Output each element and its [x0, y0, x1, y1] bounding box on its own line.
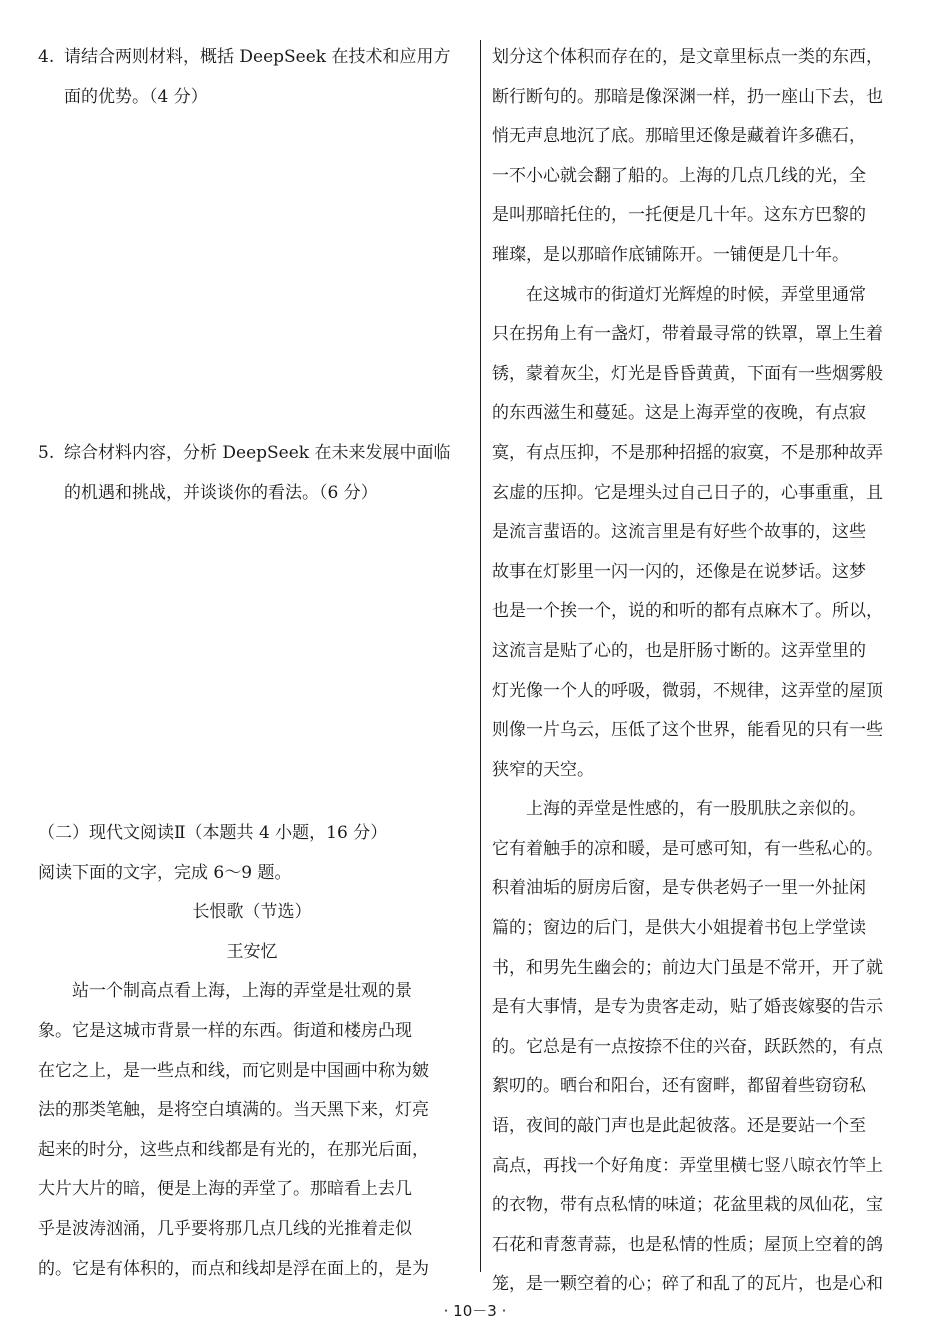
text-line: 它有着触手的凉和暖，是可感可知，有一些私心的。 — [492, 838, 883, 859]
text-line: 狭窄的天空。 — [492, 759, 594, 780]
question-5-text-cont: 的机遇和挑战，并谈谈你的看法。（6 分） — [64, 482, 378, 503]
question-5-text: 综合材料内容，分析 DeepSeek 在未来发展中面临 — [64, 443, 451, 463]
text-line: 的东西滋生和蔓延。这是上海弄堂的夜晚，有点寂 — [492, 403, 866, 424]
text-line: 这流言是贴了心的，也是肝肠寸断的。这弄堂里的 — [492, 640, 866, 661]
text-line: 只在拐角上有一盏灯，带着最寻常的铁罩，罩上生着 — [492, 324, 883, 345]
text-line: 法的那类笔触，是将空白填满的。当天黑下来，灯亮 — [38, 1100, 429, 1121]
text-line: 象。它是这城市背景一样的东西。街道和楼房凸现 — [38, 1020, 412, 1041]
column-divider — [480, 40, 481, 1272]
text-line: 在它之上，是一些点和线，而它则是中国画中称为皴 — [38, 1060, 429, 1081]
article-title: 长恨歌（节选） — [192, 902, 312, 923]
section-instruction: 阅读下面的文字，完成 6～9 题。 — [38, 862, 292, 883]
text-line: 上海的弄堂是性感的，有一股肌肤之亲似的。 — [526, 799, 866, 820]
question-4-number: 4. — [38, 47, 55, 67]
text-line: 站一个制高点看上海，上海的弄堂是壮观的景 — [72, 981, 412, 1002]
text-line: 高点，再找一个好角度：弄堂里横七竖八晾衣竹竿上 — [492, 1155, 883, 1176]
text-line: 一不小心就会翻了船的。上海的几点几线的光，全 — [492, 165, 866, 186]
text-line: 起来的时分，这些点和线都是有光的，在那光后面， — [38, 1139, 429, 1160]
text-line: 玄虚的压抑。它是埋头过自己日子的，心事重重，且 — [492, 482, 883, 503]
text-line: 积着油垢的厨房后窗，是专供老妈子一里一外扯闲 — [492, 878, 866, 899]
text-line: 是有大事情，是专为贵客走动，贴了婚丧嫁娶的告示 — [492, 997, 883, 1018]
text-line: 篇的；窗边的后门，是供大小姐提着书包上学堂读 — [492, 918, 866, 939]
question-4-text-cont: 面的优势。（4 分） — [64, 86, 208, 107]
reading-section — [38, 814, 466, 1289]
text-line: 乎是波涛汹涌，几乎要将那几点几线的光推着走似 — [38, 1218, 412, 1239]
text-line: 是流言蜚语的。这流言里是有好些个故事的，这些 — [492, 522, 866, 543]
text-line: 絮叨的。晒台和阳台，还有窗畔，都留着些窃窃私 — [492, 1076, 866, 1097]
text-line: 故事在灯影里一闪一闪的，还像是在说梦话。这梦 — [492, 561, 866, 582]
section-title: （二）现代文阅读Ⅱ（本题共 4 小题，16 分） — [38, 823, 388, 843]
text-line: 书，和男先生幽会的；前边大门虽是不常开，开了就 — [492, 957, 883, 978]
question-5 — [38, 434, 466, 513]
question-4-text: 请结合两则材料，概括 DeepSeek 在技术和应用方 — [64, 47, 451, 67]
text-line: 大片大片的暗，便是上海的弄堂了。那暗看上去几 — [38, 1179, 412, 1200]
text-line: 则像一片乌云，压低了这个世界，能看见的只有一些 — [492, 720, 883, 741]
article-author: 王安忆 — [226, 941, 278, 962]
right-column — [492, 38, 920, 1305]
text-line: 的。它总是有一点按捺不住的兴奋，跃跃然的，有点 — [492, 1036, 883, 1057]
text-line: 锈，蒙着灰尘，灯光是昏昏黄黄，下面有一些烟雾般 — [492, 363, 883, 384]
text-line: 石花和青葱青蒜，也是私情的性质；屋顶上空着的鸽 — [492, 1234, 883, 1255]
question-4 — [38, 38, 466, 117]
text-line: 划分这个体积而存在的，是文章里标点一类的东西， — [492, 47, 883, 67]
text-line: 悄无声息地沉了底。那暗里还像是藏着许多礁石， — [492, 126, 866, 147]
text-line: 在这城市的街道灯光辉煌的时候，弄堂里通常 — [526, 284, 866, 305]
text-line: 也是一个挨一个，说的和听的都有点麻木了。所以， — [492, 601, 883, 622]
text-line: 灯光像一个人的呼吸，微弱，不规律，这弄堂的屋顶 — [492, 680, 883, 701]
text-line: 笼，是一颗空着的心；碎了和乱了的瓦片，也是心和 — [492, 1274, 883, 1295]
page-number: · 10－3 · — [443, 1302, 507, 1320]
text-line: 的衣物，带有点私情的味道；花盆里栽的凤仙花，宝 — [492, 1195, 883, 1216]
text-line: 断行断句的。那暗是像深渊一样，扔一座山下去，也 — [492, 86, 883, 107]
text-line: 的。它是有体积的，而点和线却是浮在面上的，是为 — [38, 1258, 429, 1279]
text-line: 璀璨，是以那暗作底铺陈开。一铺便是几十年。 — [492, 244, 849, 265]
text-line: 是叫那暗托住的，一托便是几十年。这东方巴黎的 — [492, 205, 866, 226]
text-line: 语，夜间的敲门声也是此起彼落。还是要站一个至 — [492, 1116, 866, 1137]
text-line: 寞，有点压抑，不是那种招摇的寂寞，不是那种故弄 — [492, 442, 883, 463]
question-5-number: 5. — [38, 443, 55, 463]
